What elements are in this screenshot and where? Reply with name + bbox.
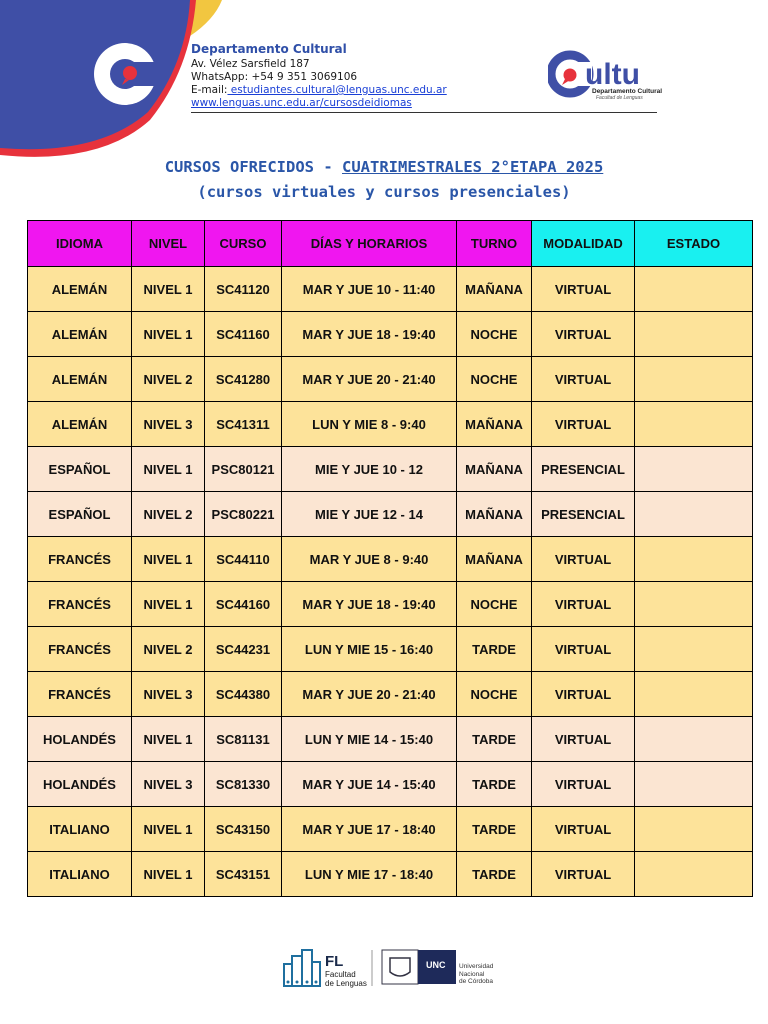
table-body xyxy=(28,267,753,897)
cell-turno: TARDE xyxy=(457,717,532,762)
cell-dias-horarios: LUN Y MIE 8 - 9:40 xyxy=(282,402,457,447)
cell-turno: TARDE xyxy=(457,627,532,672)
cell-modalidad: VIRTUAL xyxy=(532,537,635,582)
cell-modalidad: VIRTUAL xyxy=(532,807,635,852)
table-row xyxy=(28,402,753,447)
cell-nivel: NIVEL 2 xyxy=(132,357,205,402)
cell-dias-horarios: LUN Y MIE 14 - 15:40 xyxy=(282,717,457,762)
cell-idioma: ESPAÑOL xyxy=(28,492,132,537)
cell-nivel: NIVEL 1 xyxy=(132,852,205,897)
cell-curso: PSC80221 xyxy=(205,492,282,537)
cultu-logo xyxy=(548,48,674,104)
cell-curso: SC41311 xyxy=(205,402,282,447)
cell-estado xyxy=(635,492,753,537)
cultu-brand-text: ultu xyxy=(585,58,640,91)
cell-curso: PSC80121 xyxy=(205,447,282,492)
cell-nivel: NIVEL 1 xyxy=(132,447,205,492)
fl-line2: de Lenguas xyxy=(325,979,367,988)
cell-idioma: ALEMÁN xyxy=(28,402,132,447)
cell-turno: MAÑANA xyxy=(457,447,532,492)
table-row xyxy=(28,312,753,357)
cell-turno: TARDE xyxy=(457,807,532,852)
cell-turno: NOCHE xyxy=(457,312,532,357)
org-name: Departamento Cultural xyxy=(191,42,347,56)
cell-curso: SC43150 xyxy=(205,807,282,852)
cell-idioma: ESPAÑOL xyxy=(28,447,132,492)
cell-idioma: ALEMÁN xyxy=(28,357,132,402)
title-prefix: CURSOS OFRECIDOS - xyxy=(164,158,342,176)
table-row xyxy=(28,267,753,312)
cell-turno: NOCHE xyxy=(457,582,532,627)
table-row xyxy=(28,357,753,402)
cell-dias-horarios: MIE Y JUE 10 - 12 xyxy=(282,447,457,492)
table-row xyxy=(28,537,753,582)
cell-estado xyxy=(635,402,753,447)
cell-nivel: NIVEL 1 xyxy=(132,582,205,627)
header-turno: TURNO xyxy=(457,221,532,267)
cell-idioma: HOLANDÉS xyxy=(28,717,132,762)
contact-block xyxy=(191,43,447,110)
cell-modalidad: PRESENCIAL xyxy=(532,492,635,537)
cell-nivel: NIVEL 3 xyxy=(132,762,205,807)
cell-modalidad: VIRTUAL xyxy=(532,762,635,807)
cell-nivel: NIVEL 2 xyxy=(132,492,205,537)
fl-text xyxy=(325,954,367,988)
header-estado: ESTADO xyxy=(635,221,753,267)
cell-turno: MAÑANA xyxy=(457,537,532,582)
cell-estado xyxy=(635,312,753,357)
table-row xyxy=(28,807,753,852)
cell-modalidad: VIRTUAL xyxy=(532,402,635,447)
cell-nivel: NIVEL 1 xyxy=(132,537,205,582)
table-row xyxy=(28,852,753,897)
unc-abbr: UNC xyxy=(426,960,446,970)
cell-nivel: NIVEL 1 xyxy=(132,807,205,852)
cell-estado xyxy=(635,672,753,717)
header-idioma: IDIOMA xyxy=(28,221,132,267)
cell-estado xyxy=(635,762,753,807)
header-modalidad: MODALIDAD xyxy=(532,221,635,267)
cell-curso: SC44380 xyxy=(205,672,282,717)
cell-modalidad: VIRTUAL xyxy=(532,672,635,717)
cell-dias-horarios: MAR Y JUE 20 - 21:40 xyxy=(282,672,457,717)
cell-dias-horarios: MAR Y JUE 8 - 9:40 xyxy=(282,537,457,582)
cell-estado xyxy=(635,447,753,492)
cell-estado xyxy=(635,852,753,897)
cell-idioma: FRANCÉS xyxy=(28,582,132,627)
cell-estado xyxy=(635,357,753,402)
cell-curso: SC41120 xyxy=(205,267,282,312)
unc-text xyxy=(459,963,493,986)
cell-nivel: NIVEL 2 xyxy=(132,627,205,672)
table-row xyxy=(28,627,753,672)
cell-curso: SC41160 xyxy=(205,312,282,357)
cell-turno: NOCHE xyxy=(457,672,532,717)
email-label: E-mail: xyxy=(191,84,228,96)
cell-modalidad: PRESENCIAL xyxy=(532,447,635,492)
website-link[interactable]: www.lenguas.unc.edu.ar/cursosdeidiomas xyxy=(191,97,412,109)
cell-curso: SC81131 xyxy=(205,717,282,762)
cell-idioma: ALEMÁN xyxy=(28,267,132,312)
header-divider xyxy=(191,112,657,113)
whatsapp: WhatsApp: +54 9 351 3069106 xyxy=(191,71,358,83)
header-curso: CURSO xyxy=(205,221,282,267)
cell-idioma: FRANCÉS xyxy=(28,537,132,582)
cell-estado xyxy=(635,717,753,762)
table-row xyxy=(28,582,753,627)
cell-dias-horarios: LUN Y MIE 17 - 18:40 xyxy=(282,852,457,897)
cell-modalidad: VIRTUAL xyxy=(532,357,635,402)
title-underlined: CUATRIMESTRALES 2°ETAPA 2025 xyxy=(342,158,604,176)
cultu-subtitle: Departamento Cultural xyxy=(592,88,663,95)
cell-dias-horarios: MAR Y JUE 20 - 21:40 xyxy=(282,357,457,402)
cell-modalidad: VIRTUAL xyxy=(532,267,635,312)
cell-dias-horarios: MAR Y JUE 10 - 11:40 xyxy=(282,267,457,312)
page-title xyxy=(0,158,768,176)
cell-modalidad: VIRTUAL xyxy=(532,312,635,357)
cell-idioma: FRANCÉS xyxy=(28,627,132,672)
cell-turno: MAÑANA xyxy=(457,492,532,537)
cell-dias-horarios: MAR Y JUE 18 - 19:40 xyxy=(282,312,457,357)
cell-turno: MAÑANA xyxy=(457,267,532,312)
cell-dias-horarios: MAR Y JUE 14 - 15:40 xyxy=(282,762,457,807)
cell-curso: SC81330 xyxy=(205,762,282,807)
unc-line1: Universidad xyxy=(459,963,494,970)
cell-estado xyxy=(635,582,753,627)
cell-modalidad: VIRTUAL xyxy=(532,852,635,897)
cell-estado xyxy=(635,267,753,312)
cell-nivel: NIVEL 1 xyxy=(132,312,205,357)
table-row xyxy=(28,717,753,762)
fl-line1: Facultad xyxy=(325,970,356,979)
table-row xyxy=(28,447,753,492)
table-header-row xyxy=(28,221,753,267)
fl-building-icon xyxy=(284,950,320,986)
unc-line3: de Córdoba xyxy=(459,978,493,985)
cell-curso: SC43151 xyxy=(205,852,282,897)
cell-curso: SC44110 xyxy=(205,537,282,582)
table-row xyxy=(28,762,753,807)
table-row xyxy=(28,492,753,537)
header-nivel: NIVEL xyxy=(132,221,205,267)
cell-nivel: NIVEL 1 xyxy=(132,267,205,312)
email-line xyxy=(191,84,447,97)
table-row xyxy=(28,672,753,717)
cell-estado xyxy=(635,537,753,582)
cell-nivel: NIVEL 1 xyxy=(132,717,205,762)
cell-curso: SC44231 xyxy=(205,627,282,672)
cell-turno: TARDE xyxy=(457,852,532,897)
cell-curso: SC44160 xyxy=(205,582,282,627)
cultu-subtitle2: Facultad de Lenguas xyxy=(596,95,643,101)
cell-idioma: ALEMÁN xyxy=(28,312,132,357)
cell-idioma: HOLANDÉS xyxy=(28,762,132,807)
cell-estado xyxy=(635,807,753,852)
cell-modalidad: VIRTUAL xyxy=(532,582,635,627)
cell-nivel: NIVEL 3 xyxy=(132,402,205,447)
cell-dias-horarios: LUN Y MIE 15 - 16:40 xyxy=(282,627,457,672)
cell-curso: SC41280 xyxy=(205,357,282,402)
cell-dias-horarios: MIE Y JUE 12 - 14 xyxy=(282,492,457,537)
cell-turno: MAÑANA xyxy=(457,402,532,447)
unc-line2: Nacional xyxy=(459,970,485,978)
cell-modalidad: VIRTUAL xyxy=(532,627,635,672)
page-subtitle: (cursos virtuales y cursos presenciales) xyxy=(197,183,571,201)
cell-idioma: FRANCÉS xyxy=(28,672,132,717)
header-dias-horarios: DÍAS Y HORARIOS xyxy=(282,221,457,267)
cell-turno: TARDE xyxy=(457,762,532,807)
cultu-logo-icon xyxy=(548,48,674,104)
cell-dias-horarios: MAR Y JUE 18 - 19:40 xyxy=(282,582,457,627)
fl-abbr: FL xyxy=(325,953,344,970)
cell-estado xyxy=(635,627,753,672)
address: Av. Vélez Sarsfield 187 xyxy=(191,58,310,70)
courses-table xyxy=(27,220,753,897)
cell-turno: NOCHE xyxy=(457,357,532,402)
email-link[interactable]: estudiantes.cultural@lenguas.unc.edu.ar xyxy=(227,84,447,96)
cell-idioma: ITALIANO xyxy=(28,807,132,852)
cell-idioma: ITALIANO xyxy=(28,852,132,897)
cell-modalidad: VIRTUAL xyxy=(532,717,635,762)
cell-nivel: NIVEL 3 xyxy=(132,672,205,717)
cell-dias-horarios: MAR Y JUE 17 - 18:40 xyxy=(282,807,457,852)
